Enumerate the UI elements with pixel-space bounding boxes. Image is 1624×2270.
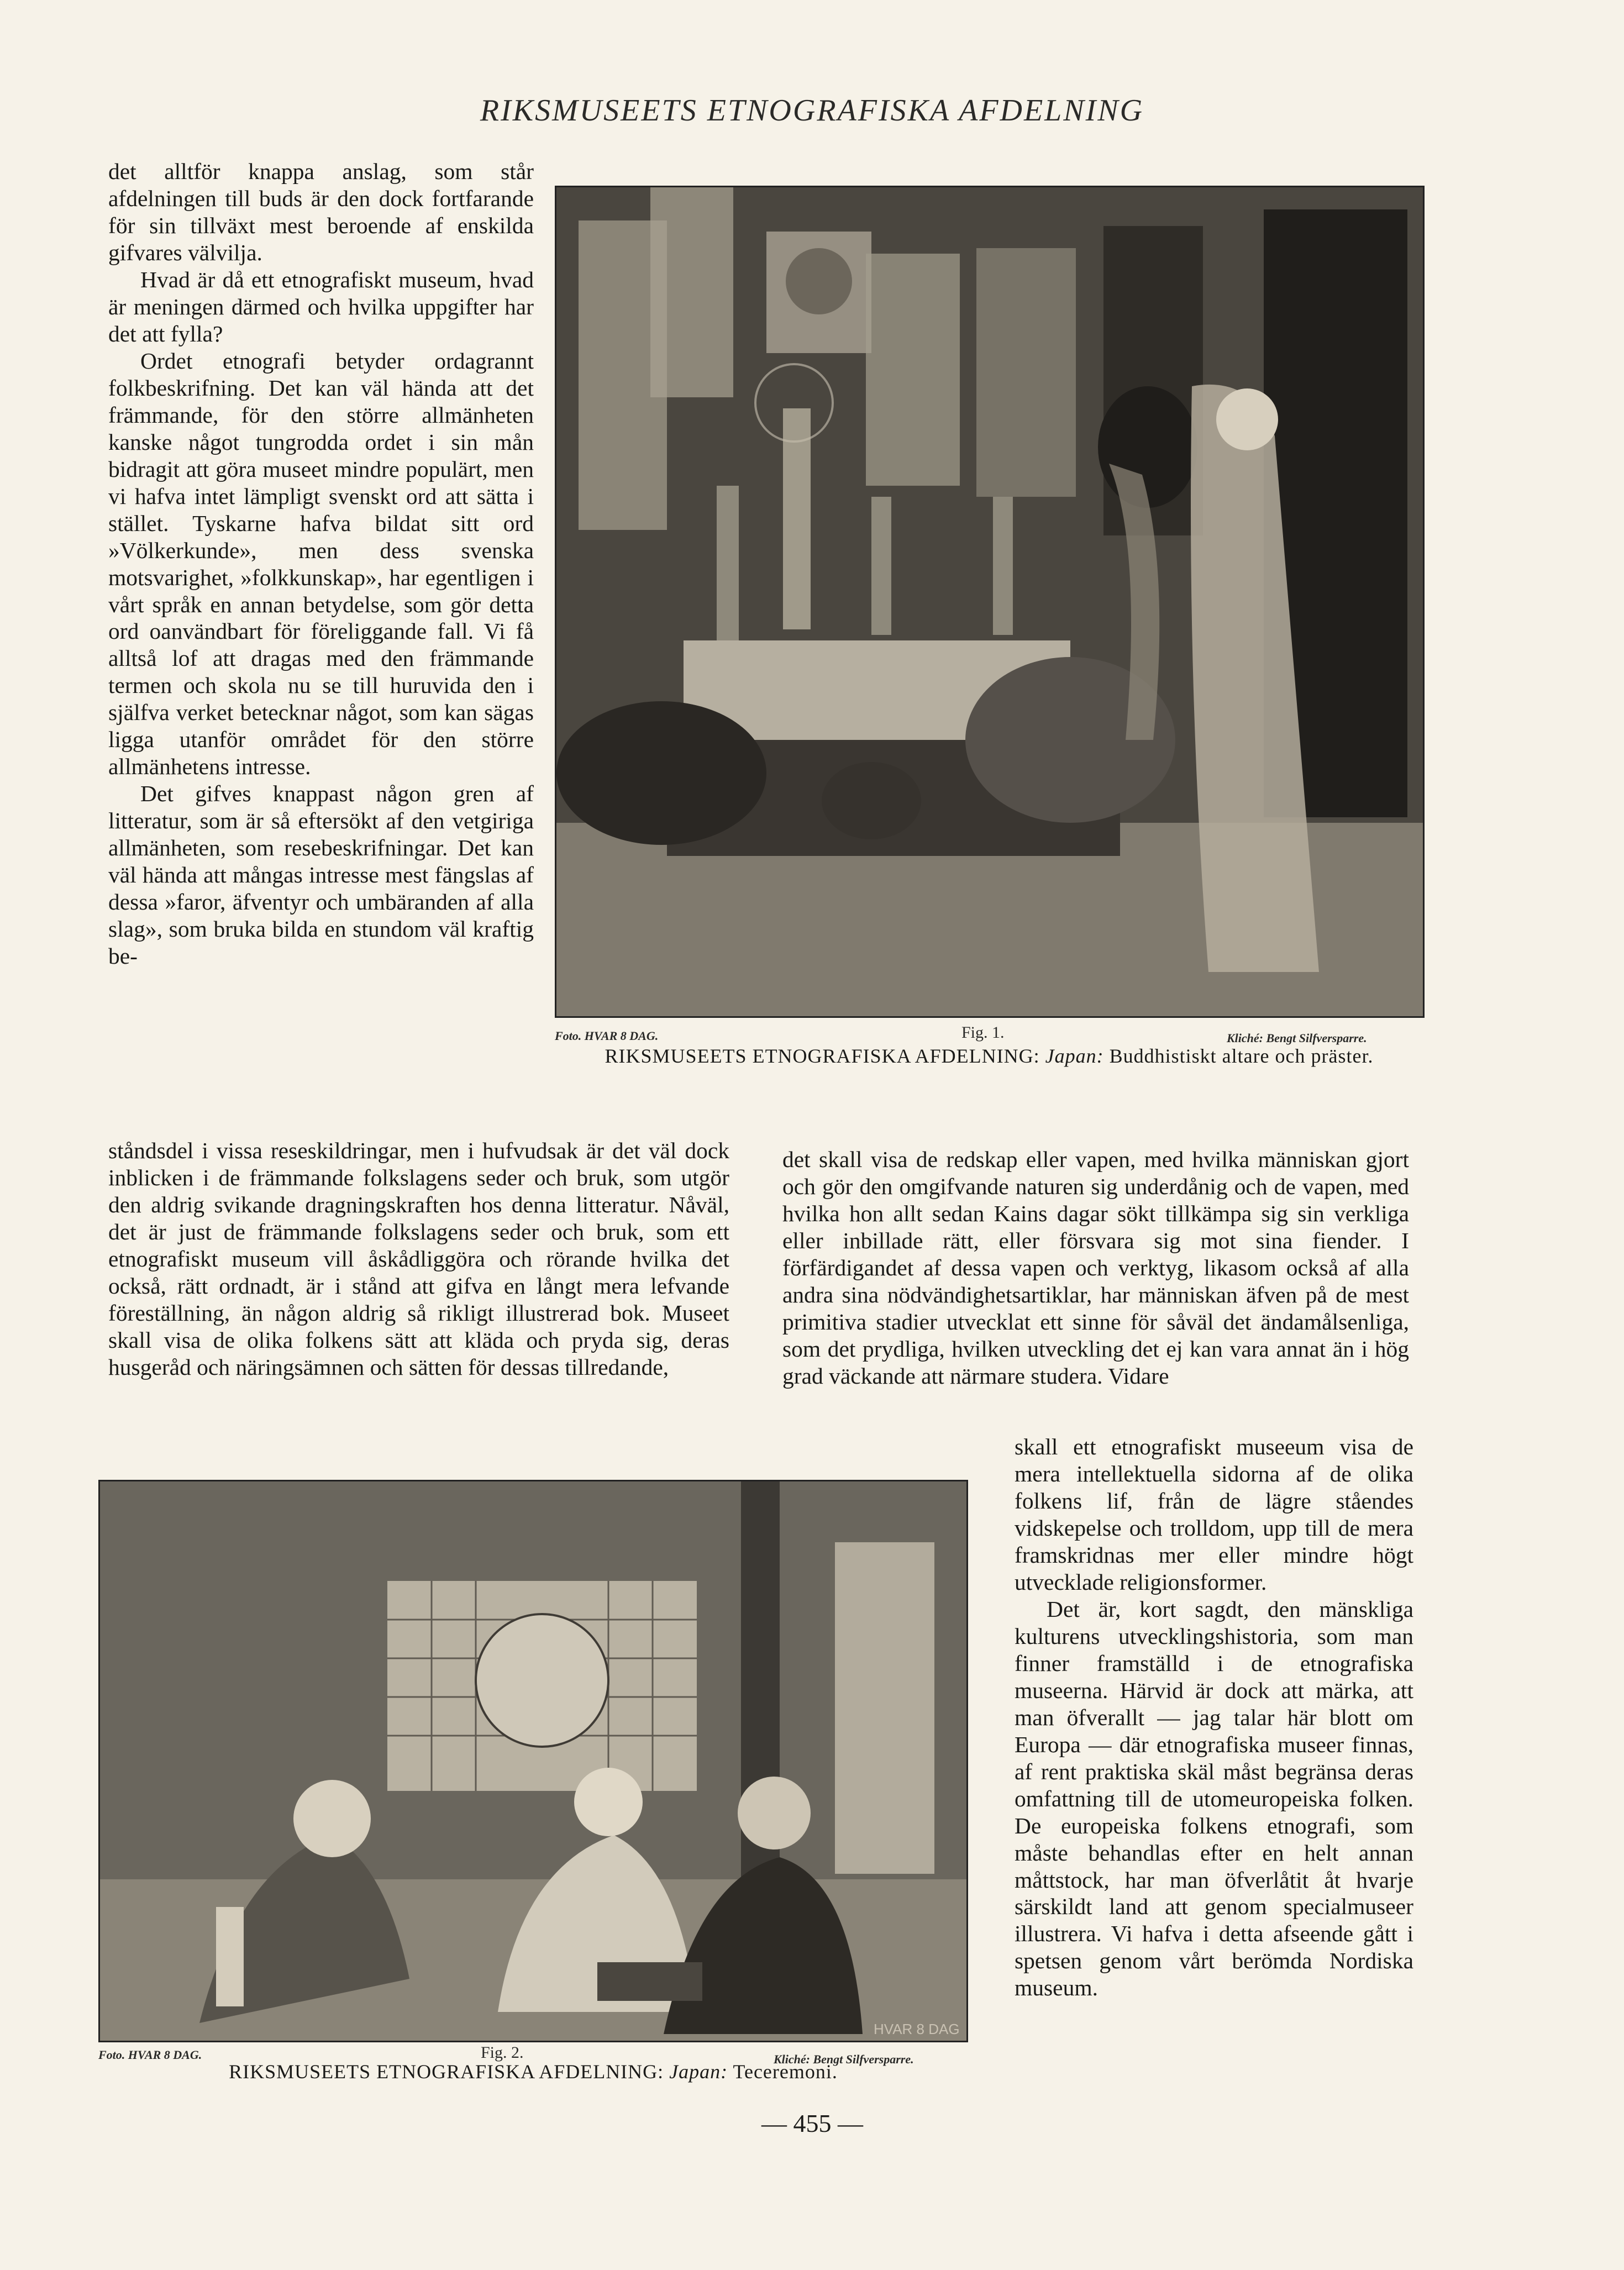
right-narrow-text-column: [1015, 1433, 1413, 2001]
paragraph: det skall visa de redskap eller vapen, med hvilka människan gjort och gör den omgifvande naturen sig underdånig och de vapen, med hvilka hon allt sedan Kains dagar sökt tillkämpa sig sin verkliga eller inbillade rätt, eller försvara sig mot sina fiender. I förfärdigandet af dessa vapen och verktyg, likasom också af alla andra sina nödvändighetsartiklar, har människan äfven på de mest primitiva stadier utvecklat ett sinne för såväl det ändamålsenliga, som det prydliga, hvilken utveckling det ej kan vara annat än i hög grad väckande att närmare studera. Vidare: [782, 1147, 1409, 1389]
altar-scene-illustration: [556, 187, 1423, 1016]
paragraph: Det är, kort sagdt, den mänskliga kulturens utvecklingshistoria, som man finner framställd i de etnografiska museerna. Härvid är dock att märka, att man öfverallt — jag talar här blott om Europa — där etnografiska museer finnas, af rent praktiska skäl måst begränsa deras omfattning till de utomeuropeiska folken. De europeiska folkens etnografi, som måste behandlas efter en helt annan måttstock, har man öfverlåtit åt hvarje särskildt land att genom specialmuseer illustrera. Vi hafva i detta afseende gått i spetsen genom vårt berömda Nordiska museum.: [1015, 1596, 1413, 2001]
engraving-credit: Kliché: Bengt Silfversparre.: [1227, 1031, 1367, 1045]
paragraph: Ordet etnografi betyder ordagrannt folkbeskrifning. Det kan väl hända att det främmande, för den större allmänheten kanske något tungrodda ordet i sin mån bidragit att göra museet mindre populärt, men vi hafva intet lämpligt svenskt ord att sätta i stället. Tyskarne hafva bildat sitt ord »Völkerkunde», men dess svenska motsvarighet, »folkkunskap», har egentligen i vårt språk en annan betydelse, som gör detta ord oanvändbart för föreliggande fall. Vi få alltså lof att dragas med den främmande termen och skola nu se till huruvida den i själfva verket betecknar något, som kan sägas ligga utanför området för den större allmänhetens intresse.: [108, 348, 534, 780]
paragraph: Hvad är då ett etnografiskt museum, hvad är meningen därmed och hvilka uppgifter har det att fylla?: [108, 266, 534, 346]
caption-subject: Buddhistiskt altare och präster.: [1109, 1045, 1374, 1067]
paragraph: Det gifves knappast någon gren af litteratur, som är så eftersökt af den vetgiriga allmänheten, som resebeskrifningar. Det kan väl hända att mångas intresse mest fängslas af dessa »faror, äfventyr och umbäranden af alla slag», som bruka bilda en stundom väl kraftig be-: [108, 781, 534, 969]
figure-number: Fig. 1.: [961, 1023, 1005, 1042]
engraving-credit: Kliché: Bengt Silfversparre.: [774, 2052, 914, 2066]
paragraph: det alltför knappa anslag, som står afdelningen till buds är den dock fortfarande för sin tillväxt mest beroende af enskilda gifvares välvilja.: [108, 159, 534, 265]
tea-ceremony-illustration: [100, 1481, 966, 2041]
paragraph: ståndsdel i vissa reseskildringar, men i hufvudsak är det väl dock inblicken i de främmande folkslagens seder och bruk, som utgör den aldrig svikande dragningskraften hos denna litteratur. Nåväl, det är just de främmande folkslagens seder och bruk, som ett etnografiskt museum vill åskådliggöra och rörande hvilka det också, rätt ordnadt, är i stånd att gifva en långt mera lefvande föreställning, än någon aldrig så rikligt illustrerad bok. Museet skall visa de olika folkens sätt att kläda och pryda sig, deras husgeråd och näringsämnen och sätten för dessas tillredande,: [108, 1138, 729, 1380]
caption-place: Japan:: [1045, 1045, 1104, 1067]
figure-caption: [88, 2060, 978, 2084]
left-text-column: [108, 158, 534, 970]
figure-number: Fig. 2.: [481, 2043, 524, 2062]
running-title: RIKSMUSEETS ETNOGRAFISKA AFDELNING: [480, 93, 1144, 128]
figure-caption: [530, 1044, 1448, 1068]
photo-credit: Foto. HVAR 8 DAG.: [555, 1029, 659, 1043]
photo-credit: Foto. HVAR 8 DAG.: [98, 2048, 202, 2062]
photo-tea-ceremony: [98, 1480, 968, 2042]
photo-buddhist-altar: [555, 186, 1425, 1018]
right-text-column: [782, 1146, 1409, 1390]
wide-text-column: [108, 1137, 729, 1381]
caption-subject: Teceremoni.: [733, 2061, 838, 2083]
paragraph: skall ett etnografiskt museeum visa de mera intellektuella sidorna af de olika folkens lif, från de lägre ståendes vidskepelse och trolldom, upp till de mera framskridnas mer eller mindre högt utvecklade religionsformer.: [1015, 1434, 1413, 1595]
photo-inscription: HVAR 8 DAG: [874, 2021, 960, 2037]
caption-institution: RIKSMUSEETS ETNOGRAFISKA AFDELNING:: [605, 1045, 1040, 1067]
page-number: — 455 —: [761, 2109, 863, 2137]
caption-institution: RIKSMUSEETS ETNOGRAFISKA AFDELNING:: [229, 2061, 664, 2083]
caption-place: Japan:: [669, 2061, 728, 2083]
